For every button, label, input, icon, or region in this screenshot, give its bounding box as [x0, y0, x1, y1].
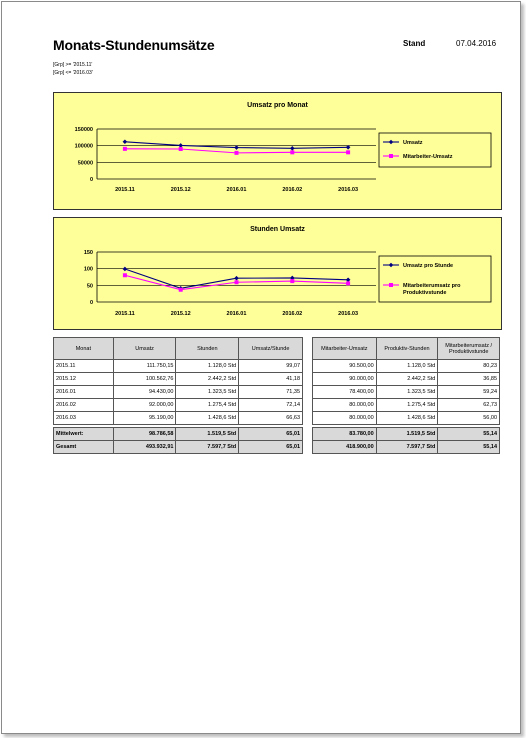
table-cell: 83.780,00 [313, 428, 377, 441]
x-tick-label: 2015.11 [115, 311, 135, 317]
x-tick-label: 2016.01 [226, 187, 247, 193]
table-row [54, 373, 303, 386]
chart-stunden-umsatz [53, 217, 502, 330]
y-tick-label: 100000 [74, 143, 93, 150]
stand-date: 07.04.2016 [456, 39, 497, 48]
data-point [123, 139, 128, 144]
y-tick-label: 0 [89, 177, 93, 183]
y-tick-label: 50000 [77, 160, 93, 167]
column-header: Stunden [176, 338, 239, 360]
table-cell: 71,35 [239, 386, 303, 399]
legend-marker [389, 154, 393, 158]
data-point [290, 150, 294, 154]
table-left [53, 337, 303, 454]
y-tick-label: 150 [83, 250, 93, 256]
table-row [313, 373, 500, 386]
data-point [123, 147, 127, 151]
table-cell: 95.190,00 [113, 412, 176, 425]
table-cell: Gesamt [54, 441, 114, 454]
column-header: Umsatz [113, 338, 176, 360]
x-tick-label: 2016.03 [338, 311, 359, 317]
table-cell: 66,63 [239, 412, 303, 425]
legend-marker [389, 283, 393, 287]
x-tick-label: 2016.02 [282, 311, 303, 317]
table-cell: 1.519,5 Std [376, 428, 438, 441]
table-cell: 55,14 [438, 428, 500, 441]
total-row [54, 441, 303, 454]
x-tick-label: 2015.12 [170, 311, 191, 317]
table-cell: 2016.01 [54, 386, 114, 399]
table-row [54, 386, 303, 399]
y-tick-label: 100 [83, 266, 93, 273]
data-point [179, 147, 183, 151]
legend-label: Mitarbeiterumsatz pro Produktivstunde [403, 283, 461, 296]
table-cell: 2016.03 [54, 412, 114, 425]
data-point [234, 276, 239, 281]
data-point [123, 267, 128, 272]
filter-to: [Grp] <= '2016.03' [53, 70, 93, 76]
table-cell: 1.519,5 Std [176, 428, 239, 441]
table-cell: 90.000,00 [313, 373, 377, 386]
table-cell: 2015.12 [54, 373, 114, 386]
table-cell: 98.786,58 [113, 428, 176, 441]
table-cell: 1.128,0 Std [376, 360, 438, 373]
table-cell: 92.000,00 [113, 399, 176, 412]
x-tick-label: 2015.11 [115, 187, 135, 193]
table-cell: 1.428,6 Std [376, 412, 438, 425]
column-header: Umsatz/Stunde [239, 338, 303, 360]
data-point [290, 279, 294, 283]
table-cell: 36,85 [438, 373, 500, 386]
table-cell: 7.597,7 Std [176, 441, 239, 454]
table-row [313, 386, 500, 399]
legend-box [379, 133, 491, 167]
table-cell: 1.128,0 Std [176, 360, 239, 373]
table-cell: 1.323,5 Std [176, 386, 239, 399]
table-row [313, 399, 500, 412]
table-cell: 56,00 [438, 412, 500, 425]
table-cell: 1.323,5 Std [376, 386, 438, 399]
table-cell: 65,01 [239, 441, 303, 454]
table-row [313, 412, 500, 425]
table-row [54, 412, 303, 425]
table-cell: 418.900,00 [313, 441, 377, 454]
table-cell: 100.562,76 [113, 373, 176, 386]
table-cell: 2.442,2 Std [376, 373, 438, 386]
data-point [290, 146, 295, 151]
data-point [346, 150, 350, 154]
legend-label: Mitarbeiter-Umsatz [403, 154, 453, 160]
table-cell: 7.597,7 Std [376, 441, 438, 454]
table-cell: 94.430,00 [113, 386, 176, 399]
table-row [54, 399, 303, 412]
table-right [312, 337, 500, 454]
table-cell: 111.750,15 [113, 360, 176, 373]
column-header: Mitarbeiterumsatz / Produktivstunde [438, 338, 500, 360]
filter-from: [Grp] >= '2015.11' [53, 62, 93, 68]
x-tick-label: 2016.02 [282, 187, 303, 193]
table-header-row [313, 338, 500, 360]
table-cell: 72,14 [239, 399, 303, 412]
data-point [123, 273, 127, 277]
table-header-row [54, 338, 303, 360]
table-cell: 55,14 [438, 441, 500, 454]
average-row [54, 428, 303, 441]
table-cell: 41,18 [239, 373, 303, 386]
table-cell: 80,23 [438, 360, 500, 373]
table-cell: 78.400,00 [313, 386, 377, 399]
legend-label: Umsatz pro Stunde [403, 263, 454, 269]
column-header: Mitarbeiter-Umsatz [313, 338, 377, 360]
chart-svg [54, 93, 501, 209]
chart-umsatz-pro-monat [53, 92, 502, 210]
table-cell: 1.428,6 Std [176, 412, 239, 425]
chart-title: Umsatz pro Monat [247, 102, 308, 109]
table-row [313, 360, 500, 373]
x-tick-label: 2016.03 [338, 187, 359, 193]
table-cell: 62,73 [438, 399, 500, 412]
data-point [235, 280, 239, 284]
table-cell: 2015.11 [54, 360, 114, 373]
column-header: Produktiv-Stunden [376, 338, 438, 360]
y-tick-label: 50 [86, 283, 93, 290]
table-cell: 59,24 [438, 386, 500, 399]
table-cell: 1.275,4 Std [176, 399, 239, 412]
data-point [235, 151, 239, 155]
report-title: Monats-Stundenumsätze [53, 37, 215, 53]
total-row [313, 441, 500, 454]
table-cell: 99,07 [239, 360, 303, 373]
column-header: Monat [54, 338, 114, 360]
y-tick-label: 0 [89, 300, 93, 306]
table-cell: 90.500,00 [313, 360, 377, 373]
data-point [346, 281, 350, 285]
stand-label: Stand [403, 39, 426, 48]
chart-svg [54, 218, 501, 329]
x-tick-label: 2016.01 [226, 311, 247, 317]
table-cell: 2.442,2 Std [176, 373, 239, 386]
chart-title: Stunden Umsatz [250, 226, 305, 233]
table-cell: 1.275,4 Std [376, 399, 438, 412]
legend-label: Umsatz [403, 140, 423, 146]
table-cell: 80.000,00 [313, 399, 377, 412]
table-cell: 493.932,91 [113, 441, 176, 454]
y-tick-label: 150000 [74, 127, 93, 133]
average-row [313, 428, 500, 441]
table-cell: 80.000,00 [313, 412, 377, 425]
x-tick-label: 2015.12 [170, 187, 191, 193]
table-cell: 65,01 [239, 428, 303, 441]
data-point [179, 288, 183, 292]
table-row [54, 360, 303, 373]
table-cell: Mittelwert: [54, 428, 114, 441]
table-cell: 2016.02 [54, 399, 114, 412]
